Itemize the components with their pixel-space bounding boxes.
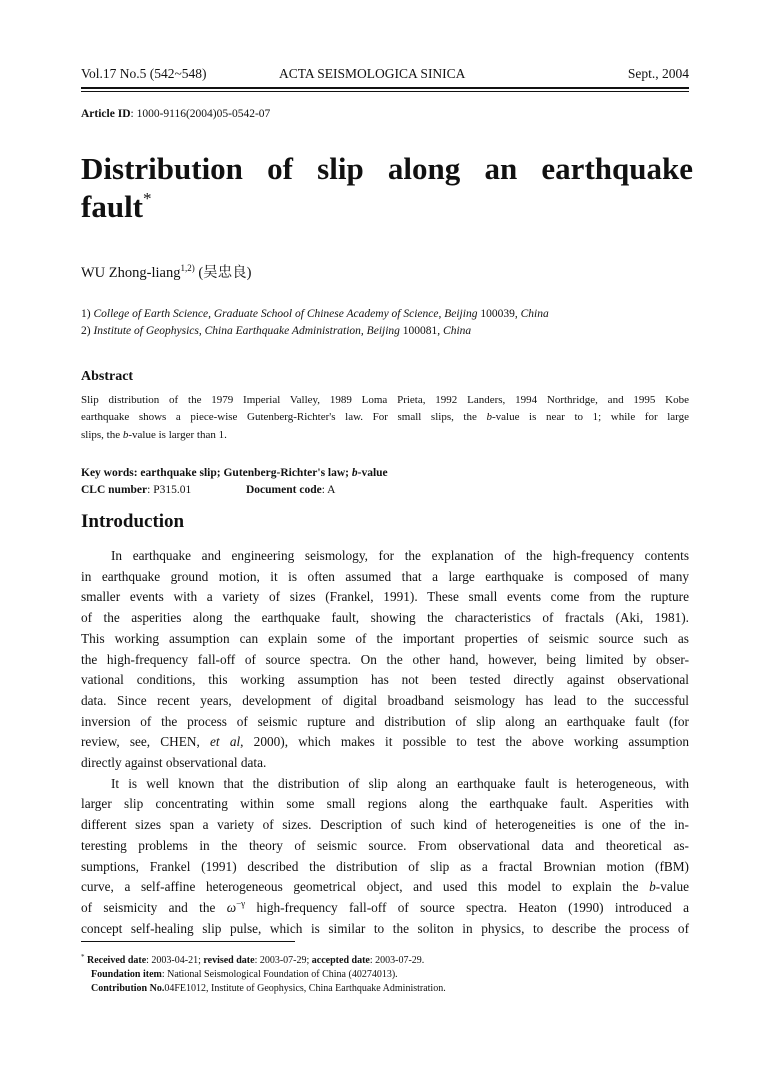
introduction-body (81, 546, 689, 939)
body-line: In earthquake and engineering seismology, for the explanation of the high-frequency contents (111, 548, 689, 563)
footnote-foundation (81, 968, 446, 982)
footnote-star: * (81, 953, 85, 961)
body-line: concept self-healing slip pulse, which is similar to the soliton in physics, to describe the process of (81, 920, 689, 936)
abstract-line-2-b: -value is near to 1; while for large (491, 411, 689, 424)
header-rule-thick (81, 87, 689, 89)
abstract-b-symbol-2: b (122, 428, 129, 441)
body-line (81, 732, 689, 753)
author-line (81, 261, 252, 282)
received-label: Received date (87, 955, 147, 966)
affiliation-1 (81, 308, 549, 320)
abstract-line-3 (81, 427, 689, 444)
et-al-italic: et al (210, 734, 241, 750)
body-line: vational conditions, this working assumption has not been tested directly against observational (81, 672, 689, 688)
body-fragment: review, see, CHEN, (81, 734, 211, 750)
volume-info: Vol.17 No.5 (542~548) (81, 66, 207, 81)
footnote-dates (81, 954, 446, 968)
journal-name: ACTA SEISMOLOGICA SINICA (279, 66, 466, 81)
issue-date: Sept., 2004 (627, 66, 689, 81)
affiliation-1-text: College of Earth Science, Graduate School of Chinese Academy of Science, Beijing (93, 308, 478, 320)
title-word-fault: fault (81, 189, 143, 224)
author-chinese-name: (吴忠良) (194, 265, 252, 281)
body-fragment: high-frequency fall-off of source spectra. Heaton (1990) introduced a (245, 899, 689, 915)
introduction-heading: Introduction (81, 511, 185, 532)
body-line (81, 898, 689, 919)
keywords-b-symbol: b (351, 467, 358, 479)
affiliation-2 (81, 325, 471, 337)
abstract-line-2-a: earthquake shows a piece-wise Gutenberg-Richter's law. For small slips, the (81, 411, 487, 424)
revised-label: revised date (203, 955, 255, 966)
abstract-line-3-b: -value is larger than 1. (128, 428, 227, 441)
document-code (246, 484, 335, 496)
author-affiliation-marks: 1,2) (180, 263, 195, 273)
body-fragment: , 2000), which makes it possible to test the above working assumption (240, 734, 690, 750)
body-line: smaller events with a variety of sizes (Frankel, 1991). These small events come from the rupture (81, 589, 689, 605)
article-id-value: : 1000-9116(2004)05-0542-07 (130, 108, 271, 120)
body-line: the high-frequency fall-off of source spectra. On the other hand, however, being limited by obser- (81, 651, 689, 667)
clc-number (81, 484, 481, 500)
title-line-2 (81, 188, 693, 226)
body-fragment: of seismicity and the (81, 899, 227, 915)
foundation-label: Foundation item (91, 969, 162, 980)
body-line: directly against observational data. (81, 755, 267, 771)
affiliation-2-country: China (443, 325, 472, 337)
running-head (81, 66, 689, 86)
footnotes (81, 954, 446, 996)
title-footnote-marker: * (143, 189, 152, 208)
affiliation-1-postcode: 100039, (477, 308, 521, 320)
body-line: different sizes span a variety of sizes. Description of such kind of heterogeneities is one of the in- (81, 817, 689, 833)
abstract-line-2 (81, 409, 689, 426)
footnote-rule (81, 941, 295, 942)
b-value-italic: b (649, 879, 656, 895)
abstract-b-symbol: b (486, 411, 492, 424)
affiliation-2-postcode: 100081, (399, 325, 444, 337)
body-line (81, 877, 689, 898)
paper-title (81, 150, 693, 226)
revised-date: : 2003-07-29; (254, 955, 312, 966)
body-line: of the asperities along the earthquake fault, showing the characteristics of fractals (Aki, 1981). (81, 610, 689, 626)
title-line-1: Distribution of slip along an earthquake (81, 151, 693, 186)
affiliation-2-text: Institute of Geophysics, China Earthquake Administration, Beijing (93, 325, 400, 337)
body-line: data. Since recent years, development of digital broadband seismology has lead to the successful (81, 692, 689, 708)
contribution-label: Contribution No. (91, 983, 165, 994)
affiliation-1-country: China (520, 308, 549, 320)
body-line: inversion of the process of seismic rupture and distribution of slip along an earthquake fault (for (81, 713, 689, 729)
body-line: It is well known that the distribution of slip along an earthquake fault is heterogeneous, with (111, 775, 689, 791)
article-id (81, 108, 270, 120)
contribution-text: 04FE1012, Institute of Geophysics, China Earthquake Administration. (164, 983, 446, 994)
keywords (81, 467, 388, 479)
article-id-label: Article ID (81, 108, 131, 120)
body-line: larger slip concentrating within some small regions along the earthquake fault. Asperities with (81, 796, 689, 812)
abstract-body (81, 392, 689, 444)
clc-label: CLC number (81, 484, 148, 496)
footnote-contribution (81, 982, 446, 996)
affiliation-1-number: 1) (81, 308, 94, 320)
accepted-label: accepted date (311, 955, 370, 966)
affiliation-2-number: 2) (81, 325, 94, 337)
document-code-value: : A (321, 484, 336, 496)
header-rule-thin (81, 91, 689, 92)
document-code-label: Document code (246, 484, 322, 496)
keywords-text: Key words: earthquake slip; Gutenberg-Richter's law; (81, 467, 352, 479)
accepted-date: : 2003-07-29. (369, 955, 425, 966)
body-line: sumptions, Frankel (1991) described the distribution of slip as a fractal Brownian motion (fBM) (81, 858, 689, 874)
body-line: teresting problems in the theory of seismic source. From observational data and theoretical as- (81, 837, 689, 853)
foundation-text: : National Seismological Foundation of China (40274013). (161, 969, 398, 980)
author-name: WU Zhong-liang (81, 265, 181, 281)
body-line: This working assumption can explain some of the important properties of seismic source such as (81, 630, 689, 646)
keywords-tail: -value (357, 467, 388, 479)
abstract-heading: Abstract (81, 369, 134, 384)
abstract-line-1: Slip distribution of the 1979 Imperial Valley, 1989 Loma Prieta, 1992 Landers, 1994 Northridge, and 1995 Kobe (81, 394, 689, 406)
gamma-exponent: −γ (236, 898, 246, 909)
received-date: : 2003-04-21; (146, 955, 204, 966)
body-line: in earthquake ground motion, it is often assumed that a large earthquake is composed of many (81, 568, 689, 584)
abstract-line-3-a: slips, the (81, 428, 123, 441)
body-fragment: curve, a self-affine heterogeneous geometrical object, and used this model to explain the (81, 879, 650, 895)
clc-value: : P315.01 (147, 484, 192, 496)
omega-symbol: ω (226, 899, 237, 915)
body-fragment: -value (655, 879, 689, 895)
